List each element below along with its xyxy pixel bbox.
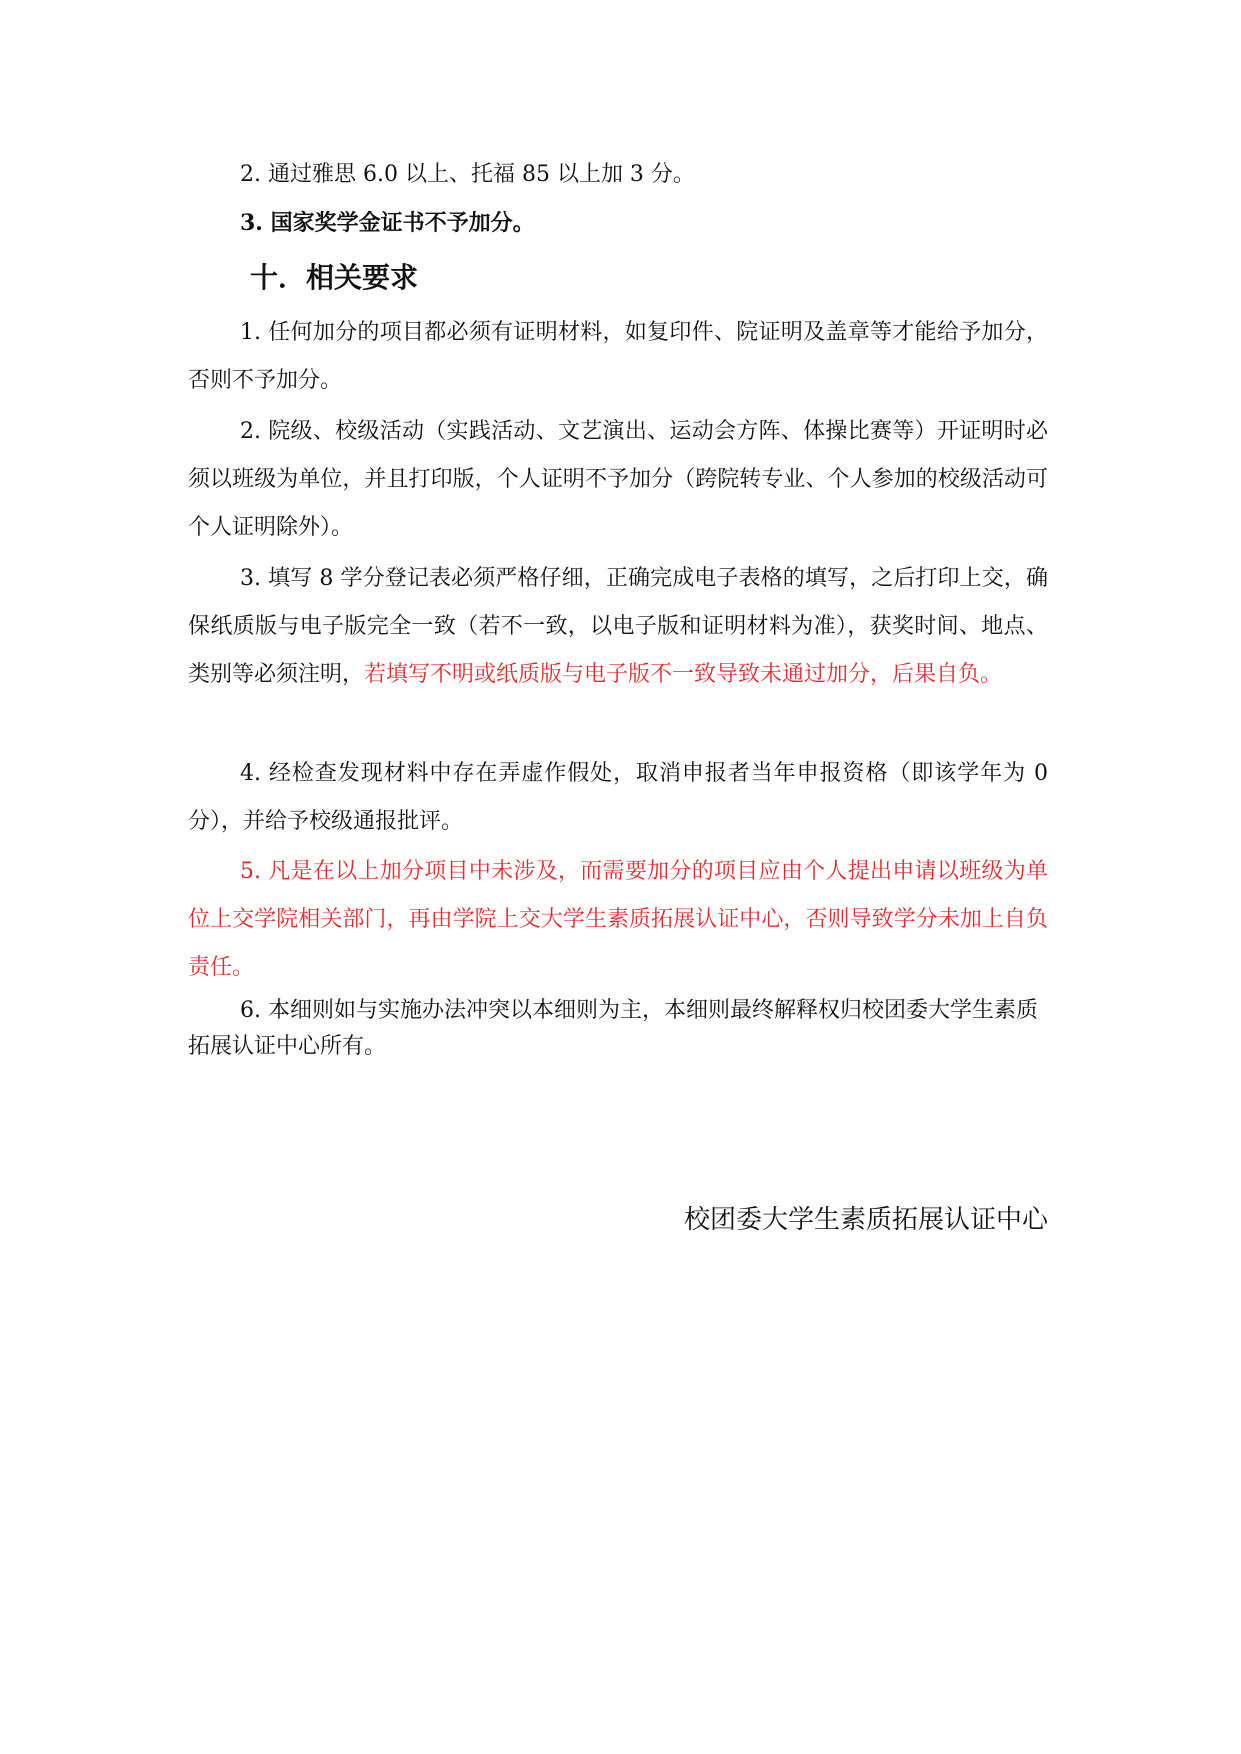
requirement-4: 4. 经检查发现材料中存在弄虚作假处，取消申报者当年申报资格（即该学年为 0 分），并给予校级通报批评。 [188,761,1048,834]
paragraph-item-3: 3. 国家奖学金证书不予加分。 [240,210,535,236]
paragraph-item-2: 2. 通过雅思 6.0 以上、托福 85 以上加 3 分。 [240,162,695,187]
requirement-3 [188,555,1048,699]
requirement-5: 5. 凡是在以上加分项目中未涉及，而需要加分的项目应由个人提出申请以班级为单位上交学院相关部门，再由学院上交大学生素质拓展认证中心，否则导致学分未加上自负责任。 [188,859,1048,980]
section-heading: 十．相关要求 [250,261,419,294]
requirement-1: 1. 任何加分的项目都必须有证明材料，如复印件、院证明及盖章等才能给予加分，否则不予加分。 [188,320,1048,393]
requirement-2: 2. 院级、校级活动（实践活动、文艺演出、运动会方阵、体操比赛等）开证明时必须以班级为单位，并且打印版，个人证明不予加分（跨院转专业、个人参加的校级活动可个人证明除外）。 [188,419,1048,540]
requirement-3-text: 3. 填写 8 学分登记表必须严格仔细，正确完成电子表格的填写，之后打印上交，确保纸质版与电子版完全一致（若不一致，以电子版和证明材料为准），获奖时间、地点、类别等必须注明， [188,566,1048,687]
requirement-3-warning: 若填写不明或纸质版与电子版不一致导致未通过加分，后果自负。 [364,662,1003,687]
requirement-6: 6. 本细则如与实施办法冲突以本细则为主，本细则最终解释权归校团委大学生素质拓展认证中心所有。 [188,998,1038,1059]
signature: 校团委大学生素质拓展认证中心 [683,1205,1048,1235]
